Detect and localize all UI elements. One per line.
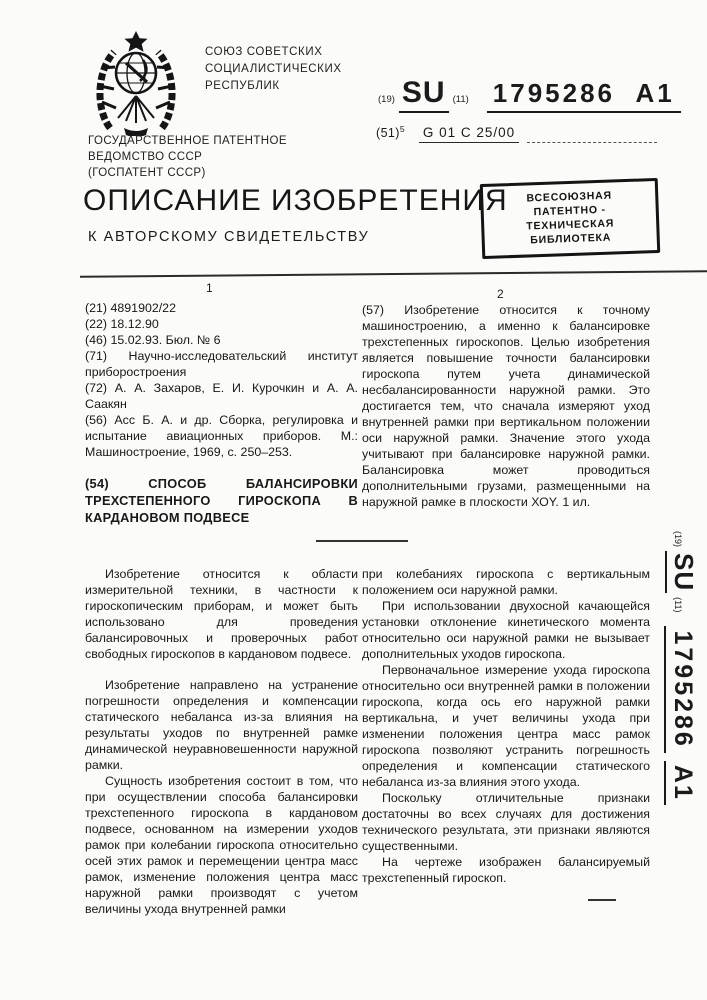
paragraph: при колебаниях гироскопа с вертикальным положением оси наружной рамки. bbox=[362, 567, 650, 597]
inid-code-11: (11) bbox=[673, 597, 683, 613]
library-stamp bbox=[480, 178, 661, 259]
stamp-line: ПАТЕНТНО - ТЕХНИЧЕСКАЯ bbox=[526, 203, 615, 233]
description-right-column bbox=[362, 566, 650, 886]
ipc-value: G 01 C 25/00 bbox=[419, 125, 519, 143]
abstract-section bbox=[362, 302, 650, 510]
inid-code-19: (19) bbox=[673, 531, 683, 548]
patent-authority bbox=[88, 133, 287, 181]
paragraph: Изобретение направлено на устранение погрешности определения и компенсации статического небаланса из-за влияния на результаты уходов по внутренней рамке динамической неуравновешенности наружной рамки. bbox=[85, 678, 358, 772]
ipc-classification bbox=[376, 124, 519, 140]
inid-code-51: $(51)^5$ bbox=[376, 124, 405, 141]
publication-number bbox=[374, 76, 681, 113]
stamp-line: ВСЕСОЮЗНАЯ bbox=[526, 189, 613, 205]
column-marker-1: 1 bbox=[206, 281, 213, 295]
biblio-item: (71) Научно-исследовательский институт приборостроения bbox=[85, 349, 358, 379]
country-code: SU bbox=[665, 551, 699, 593]
section-divider-rule bbox=[316, 540, 408, 542]
paragraph: На чертеже изображен балансируемый трехстепенный гироскоп. bbox=[362, 855, 650, 885]
biblio-item: (72) А. А. Захаров, Е. И. Курочкин и А. А. Саакян bbox=[85, 381, 358, 411]
biblio-item: (21) 4891902/22 bbox=[85, 301, 176, 315]
ussr-coat-of-arms-icon bbox=[90, 30, 182, 136]
country-line: СОЦИАЛИСТИЧЕСКИХ bbox=[205, 63, 342, 75]
column-marker-2: 2 bbox=[497, 287, 504, 301]
biblio-item: (22) 18.12.90 bbox=[85, 317, 159, 331]
inid-code-11: (11) bbox=[452, 94, 469, 105]
biblio-item: (56) Асс Б. А. и др. Сборка, регулировка и испытание авиационных приборов. М.: Машиностроение, 1969, с. 250–253. bbox=[85, 413, 358, 459]
authority-line: (ГОСПАТЕНТ СССР) bbox=[88, 167, 206, 179]
vertical-publication-number bbox=[653, 527, 699, 859]
country-name bbox=[205, 44, 342, 95]
paragraph: Поскольку отличительные признаки достаточны во всех случаях для достижения технического результата, эти признаки являются существенными. bbox=[362, 791, 650, 853]
invention-title: (54) СПОСОБ БАЛАНСИРОВКИ ТРЕХСТЕПЕННОГО ГИРОСКОПА В КАРДАНОВОМ ПОДВЕСЕ bbox=[85, 476, 358, 525]
document-number: 1795286 bbox=[664, 626, 697, 752]
authority-line: ВЕДОМСТВО СССР bbox=[88, 151, 203, 163]
document-title: ОПИСАНИЕ ИЗОБРЕТЕНИЯ bbox=[83, 184, 508, 217]
country-line: РЕСПУБЛИК bbox=[205, 80, 280, 92]
paragraph: Первоначальное измерение ухода гироскопа относительно оси внутренней рамки в положении гироскопа, когда ось его наружной рамки вертикальна, и учет величины ухода при изменении положения центра масс рамок гироскопа позволяют устранить погрешность определения и компенсации статического небаланса из-за влияния этого ухода. bbox=[362, 663, 650, 789]
authority-line: ГОСУДАРСТВЕННОЕ ПАТЕНТНОЕ bbox=[88, 135, 287, 147]
paragraph: Сущность изобретения состоит в том, что при осуществлении способа балансировки трехстепенного гироскопа в кардановом подвесе, основанном на измерении уходов рамок при колебании гироскопа относительно осей этих рамок и перемещении центра масс рамок, изменение положения центра масс наружной рамки производят с учетом величины ухода внутренней рамки bbox=[85, 774, 358, 916]
inid-code-19: (19) bbox=[378, 94, 395, 105]
document-number: 1795286 А1 bbox=[487, 78, 681, 113]
paragraph: При использовании двухосной качающейся установки отклонение кинетического момента относительно оси наружной рамки не вызывает дополнительных уходов гироскопа. bbox=[362, 599, 650, 661]
abstract-text: (57) Изобретение относится к точному машиностроению, а именно к балансировке трехстепенных гироскопов. Целью изобретения является повышение точности балансировки гироскопа путем учета динамической несбалансированности наружной рамки. Это достигается тем, что сначала измеряют уход внутренней рамки при вертикальном положении оси наружной рамки. Значение этого ухода учитывают при балансировке наружной рамки. Балансировка может проводиться дополнительными грузами, размещенными на наружной рамке в плоскости ХОY. 1 ил. bbox=[362, 303, 650, 509]
ipc-underline-tail bbox=[527, 142, 657, 143]
header-divider-rule bbox=[80, 270, 707, 277]
country-line: СОЮЗ СОВЕТСКИХ bbox=[205, 46, 323, 58]
end-of-text-rule bbox=[588, 899, 616, 901]
country-code: SU bbox=[399, 76, 449, 113]
stamp-line: БИБЛИОТЕКА bbox=[530, 231, 612, 247]
paragraph: Изобретение относится к области измерительной техники, в частности к гироскопическим приборам, и может быть использовано для проведения балансировочных и проверочных работ свободных гироскопов в кардановом подвесе. bbox=[85, 567, 358, 661]
kind-code: А1 bbox=[664, 761, 697, 805]
description-left-column bbox=[85, 566, 358, 917]
document-subtitle: К АВТОРСКОМУ СВИДЕТЕЛЬСТВУ bbox=[88, 229, 370, 245]
bibliographic-data bbox=[85, 300, 358, 526]
biblio-item: (46) 15.02.93. Бюл. № 6 bbox=[85, 333, 221, 347]
